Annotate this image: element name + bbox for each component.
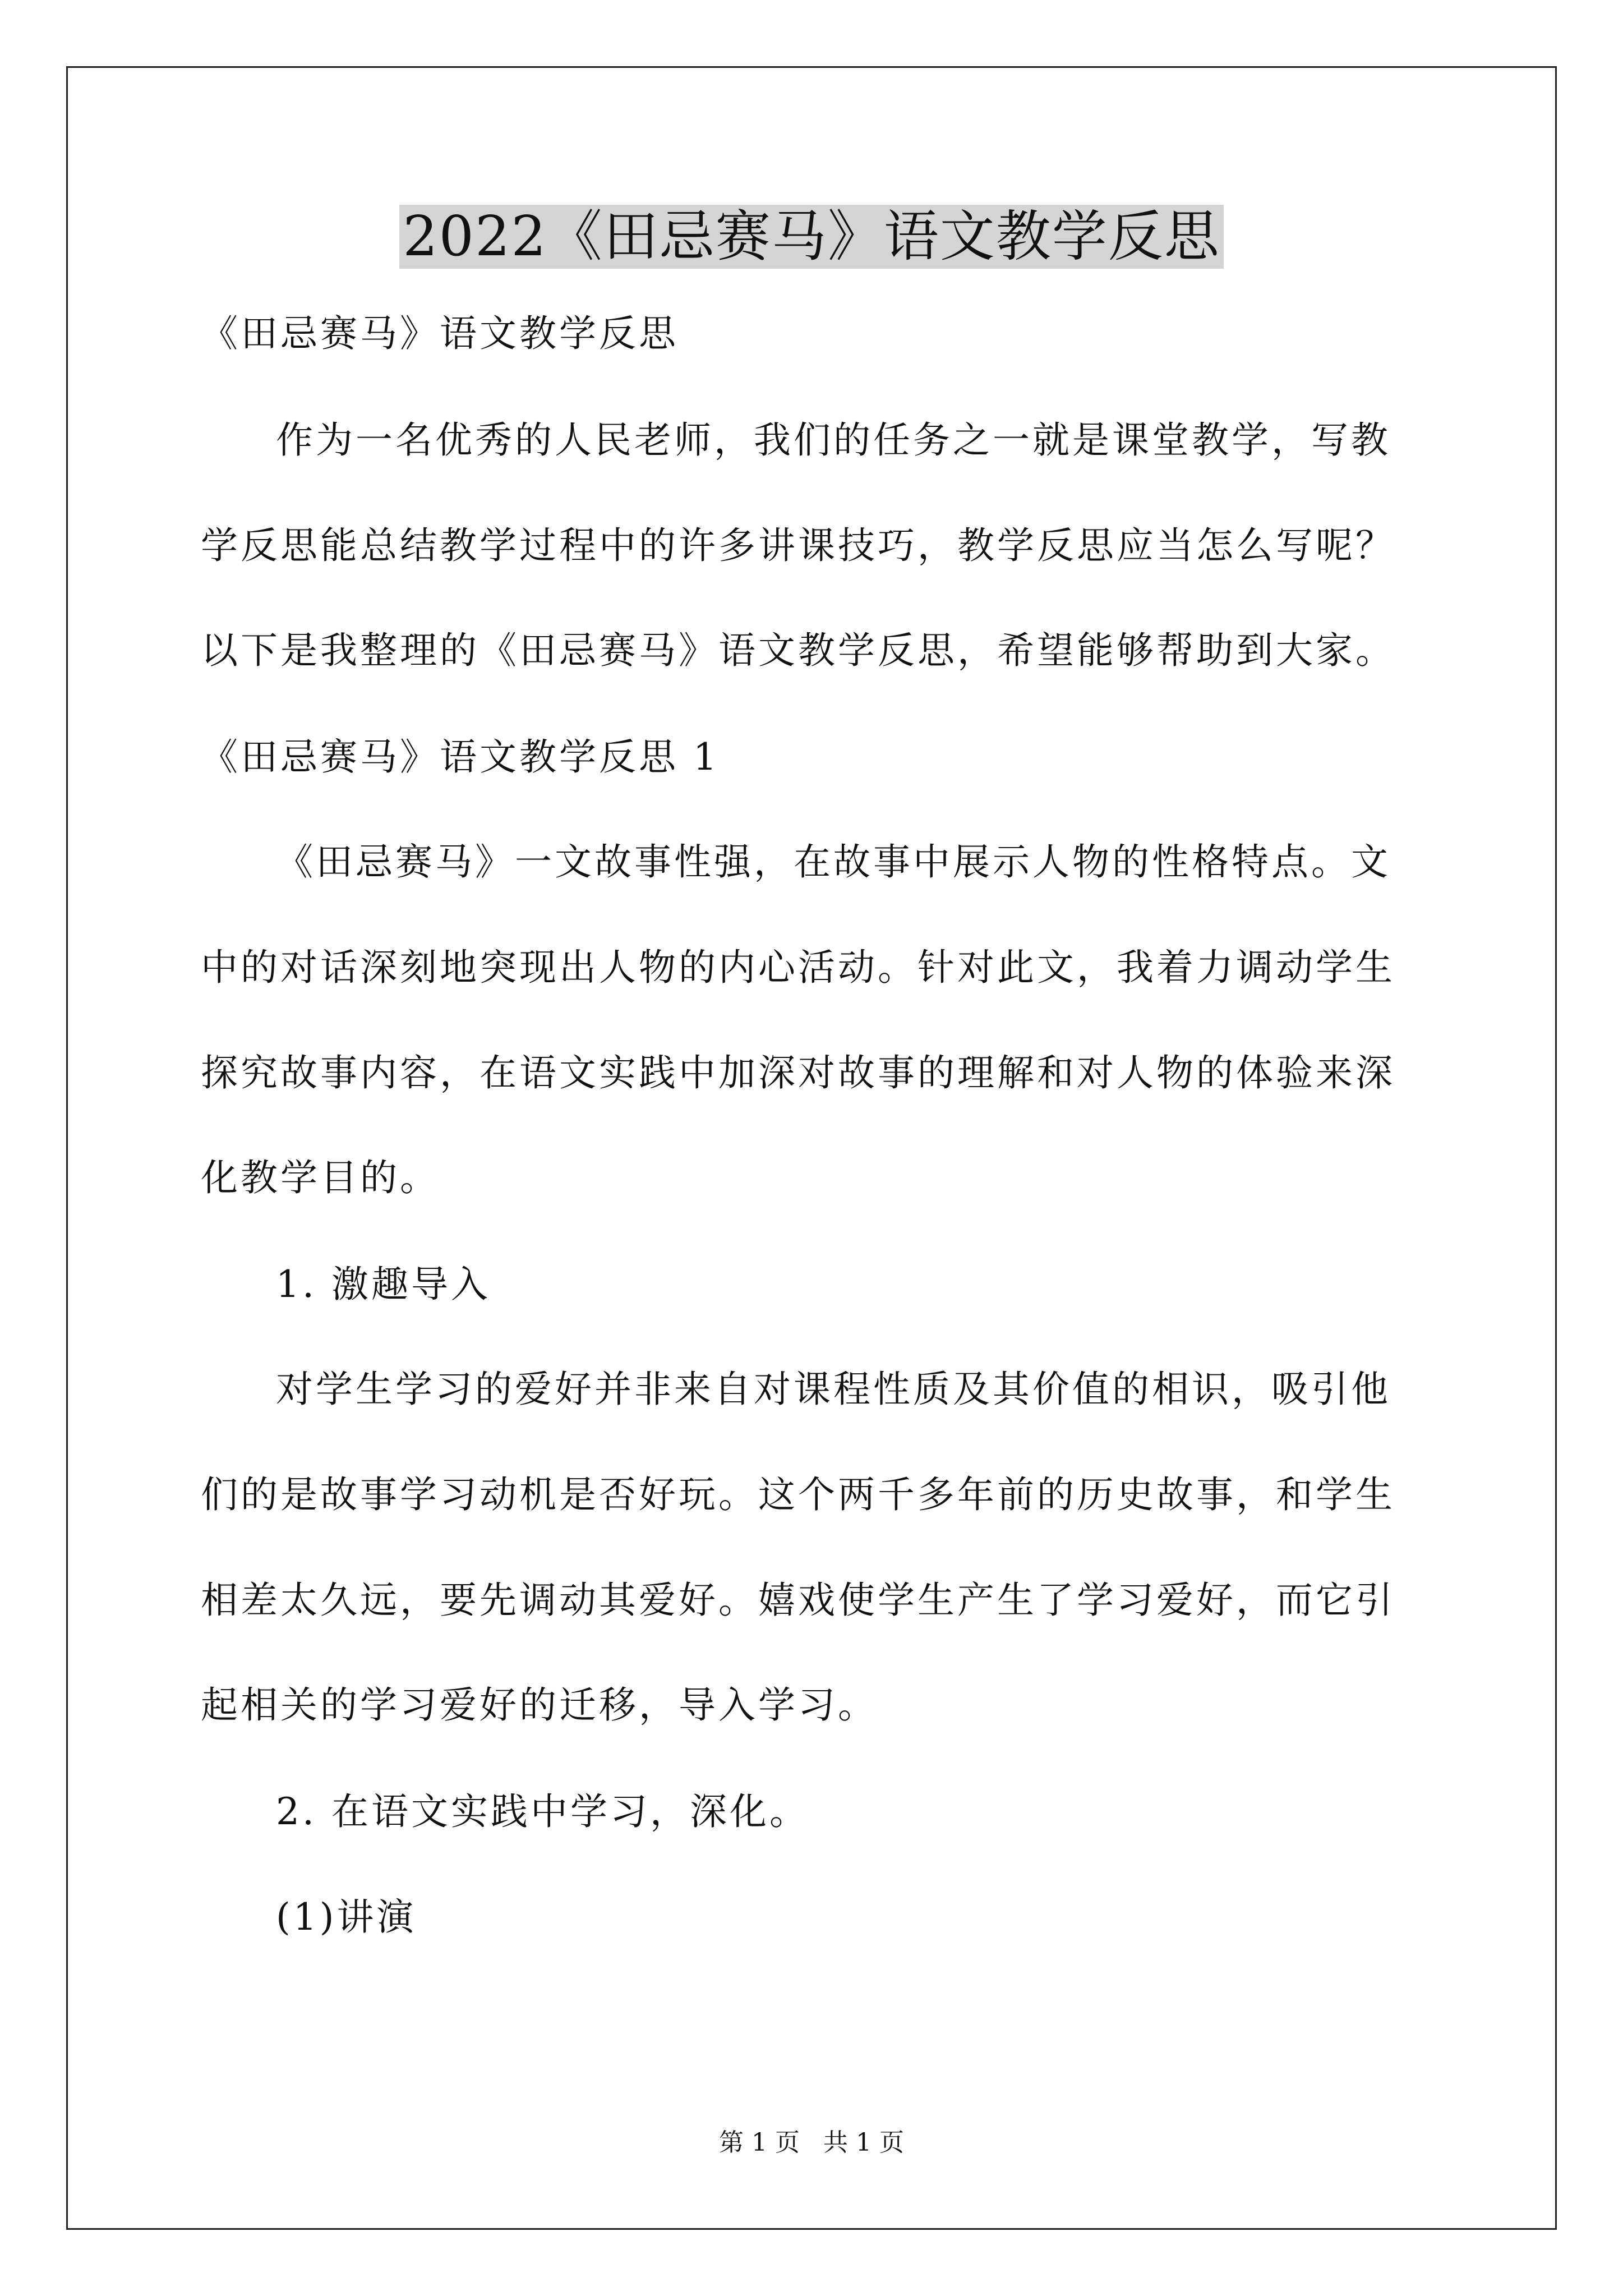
document-title-text: 2022《田忌赛马》语文教学反思 xyxy=(399,205,1223,269)
paragraph-line: 探究故事内容，在语文实践中加深对故事的理解和对人物的体验来深 xyxy=(201,1051,1395,1094)
document-title xyxy=(0,197,1623,276)
paragraph-line: 学反思能总结教学过程中的许多讲课技巧，教学反思应当怎么写呢？ xyxy=(201,524,1395,567)
paragraph-line: 起相关的学习爱好的迁移，导入学习。 xyxy=(201,1683,878,1727)
subtitle-line: 《田忌赛马》语文教学反思 xyxy=(201,312,679,355)
numbered-heading: 1. 激趣导入 xyxy=(276,1263,491,1306)
paragraph-line: 《田忌赛马》一文故事性强，在故事中展示人物的性格特点。文 xyxy=(276,840,1391,884)
paragraph-line: 中的对话深刻地突现出人物的内心活动。针对此文，我着力调动学生 xyxy=(201,946,1395,989)
section-heading: 《田忌赛马》语文教学反思 1 xyxy=(201,735,720,779)
paragraph-line: 相差太久远，要先调动其爱好。嬉戏使学生产生了学习爱好，而它引 xyxy=(201,1579,1395,1622)
paragraph-line: 作为一名优秀的人民老师，我们的任务之一就是课堂教学，写教 xyxy=(276,418,1391,462)
numbered-heading: 2. 在语文实践中学习，深化。 xyxy=(276,1790,809,1833)
paragraph-line: 对学生学习的爱好并非来自对课程性质及其价值的相识，吸引他 xyxy=(276,1368,1391,1411)
page-footer: 第 1 页 共 1 页 xyxy=(719,2128,904,2157)
paragraph-line: 以下是我整理的《田忌赛马》语文教学反思，希望能够帮助到大家。 xyxy=(201,629,1395,672)
paragraph-line: 们的是故事学习动机是否好玩。这个两千多年前的历史故事，和学生 xyxy=(201,1473,1395,1516)
paragraph-line: 化教学目的。 xyxy=(201,1156,440,1199)
sub-heading: (1)讲演 xyxy=(276,1895,417,1939)
